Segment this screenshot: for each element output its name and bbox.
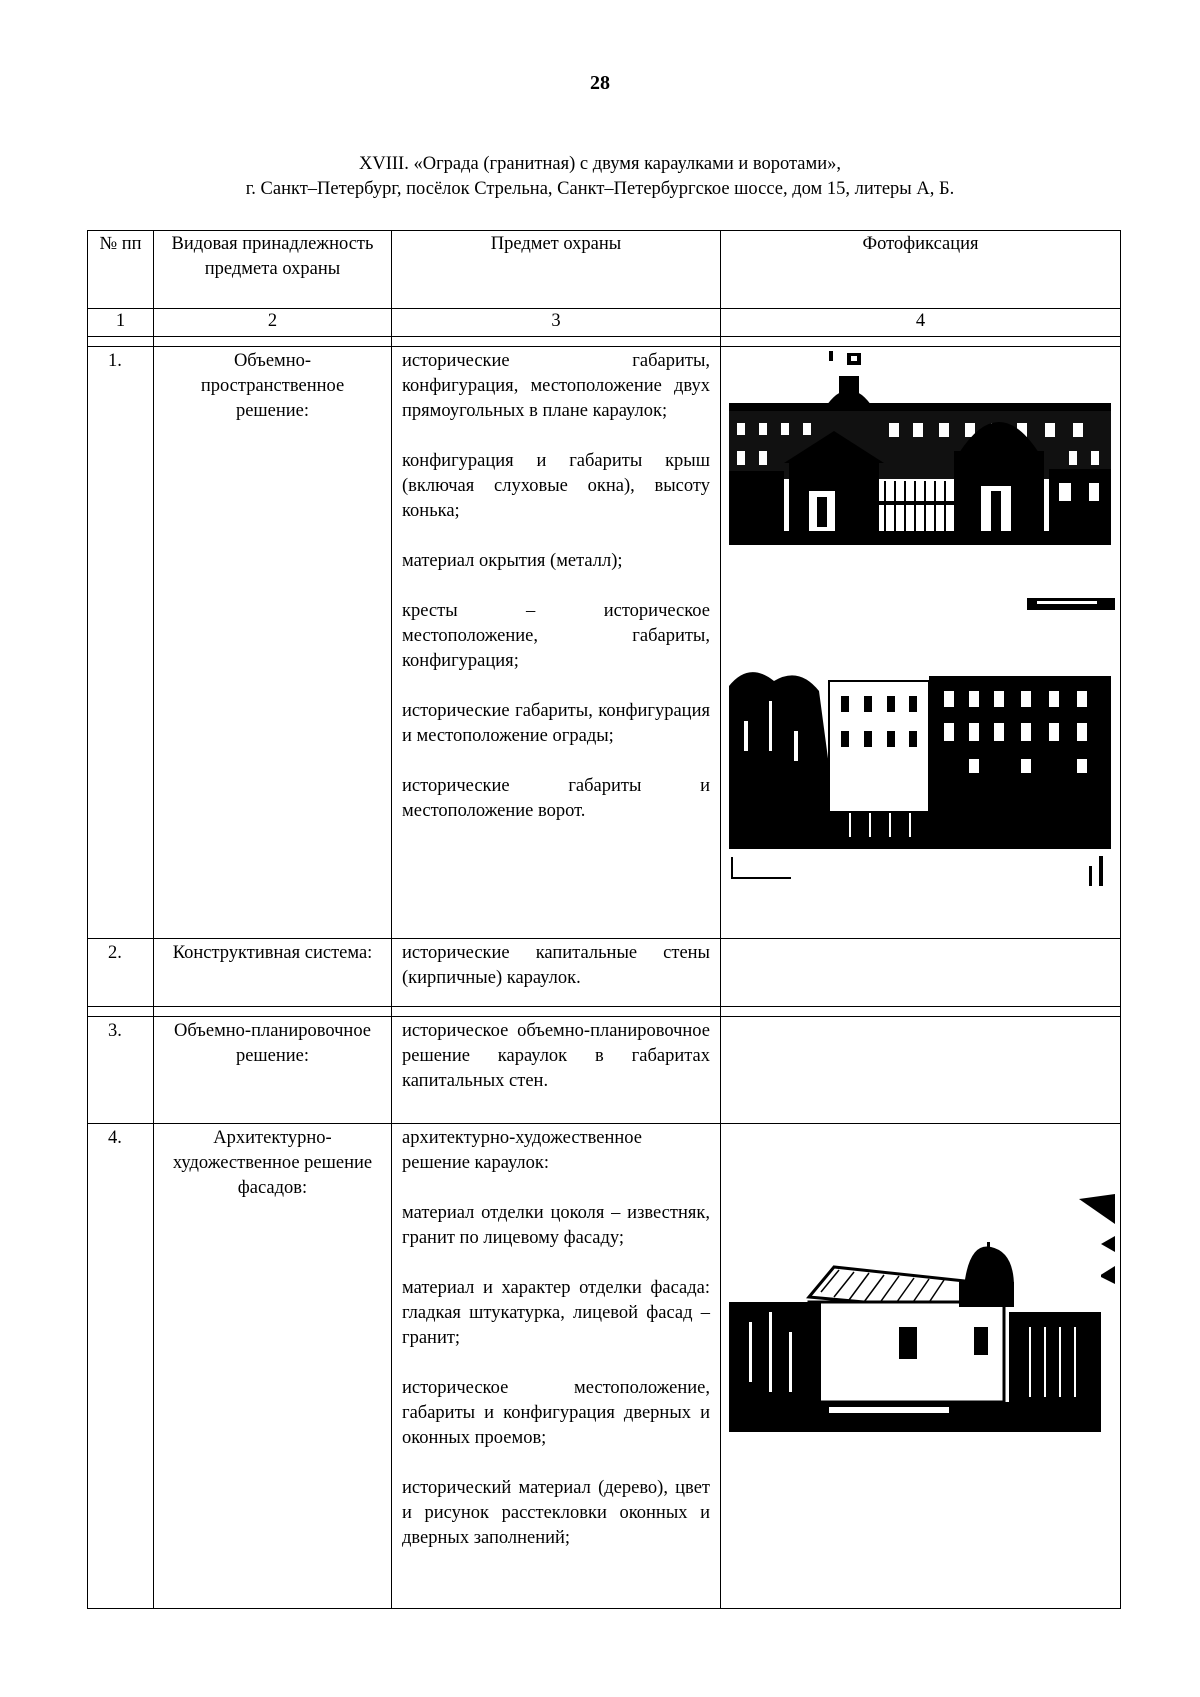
document-heading — [80, 152, 1120, 202]
row-item: исторический материал (дерево), цвет и рисунок расстекловки оконных и дверных заполнений; — [402, 1478, 710, 1548]
row-number: 2. — [88, 939, 154, 1007]
guardhouses-photo — [729, 351, 1111, 561]
header-type: Видовая принадлежность предмета охраны — [154, 231, 392, 309]
row-item: исторические габариты, конфигурация и местоположение ограды; — [402, 701, 710, 746]
photo-cell — [721, 1017, 1121, 1124]
row-items — [392, 939, 721, 1007]
row-item: исторические габариты и местоположение ворот. — [402, 776, 710, 821]
table-row — [88, 347, 1121, 939]
table-row — [88, 1017, 1121, 1124]
photo-cell — [721, 347, 1121, 939]
table-index-row — [88, 309, 1121, 337]
row-items — [392, 347, 721, 939]
row-type: Объемно-пространственное решение: — [154, 347, 392, 939]
protection-table — [87, 230, 1121, 1609]
row-number: 3. — [88, 1017, 154, 1124]
index-cell: 3 — [392, 309, 721, 337]
row-item: архитектурно-художественное решение караулок: — [402, 1128, 642, 1173]
index-cell: 4 — [721, 309, 1121, 337]
index-cell: 1 — [88, 309, 154, 337]
row-number: 1. — [88, 347, 154, 939]
scan-artifact — [1027, 594, 1117, 612]
row-items — [392, 1017, 721, 1124]
row-item: кресты – историческое местоположение, габариты, конфигурация; — [402, 601, 710, 671]
row-item: конфигурация и габариты крыш (включая слуховые окна), высоту конька; — [402, 451, 710, 521]
row-item: материал отделки цоколя – известняк, гранит по лицевому фасаду; — [402, 1203, 710, 1248]
index-cell: 2 — [154, 309, 392, 337]
header-number: № пп — [88, 231, 154, 309]
row-item: материал окрытия (металл); — [402, 551, 623, 571]
heading-line-2: г. Санкт–Петербург, посёлок Стрельна, Санкт–Петербургское шоссе, дом 15, литеры А, Б. — [245, 179, 955, 199]
scan-artifact — [731, 857, 841, 883]
heading-line-1: XVIII. «Ограда (гранитная) с двумя караулками и воротами», — [359, 154, 841, 174]
photo-cell — [721, 939, 1121, 1007]
row-item: историческое местоположение, габариты и конфигурация дверных и оконных проемов; — [402, 1378, 710, 1448]
guardhouse-closeup-photo — [729, 1242, 1101, 1432]
header-photo: Фотофиксация — [721, 231, 1121, 309]
table-spacer-row — [88, 337, 1121, 347]
row-items — [392, 1124, 721, 1609]
row-item: исторические капитальные стены (кирпичные) караулок. — [402, 943, 710, 988]
row-item: историческое объемно-планировочное решение караулок в габаритах капитальных стен. — [402, 1021, 710, 1091]
table-row — [88, 939, 1121, 1007]
row-item: материал и характер отделки фасада: гладкая штукатурка, лицевой фасад – гранит; — [402, 1278, 710, 1348]
photo-cell — [721, 1124, 1121, 1609]
page-number: 28 — [590, 72, 610, 94]
table-row — [88, 1124, 1121, 1609]
row-type: Объемно-планировочное решение: — [154, 1017, 392, 1124]
row-item: исторические габариты, конфигурация, местоположение двух прямоугольных в плане караулок; — [402, 351, 710, 421]
table-spacer-row — [88, 1007, 1121, 1017]
row-type: Конструктивная система: — [154, 939, 392, 1007]
row-number: 4. — [88, 1124, 154, 1609]
row-type: Архитектурно-художественное решение фасадов: — [154, 1124, 392, 1609]
header-subject: Предмет охраны — [392, 231, 721, 309]
table-header-row — [88, 231, 1121, 309]
